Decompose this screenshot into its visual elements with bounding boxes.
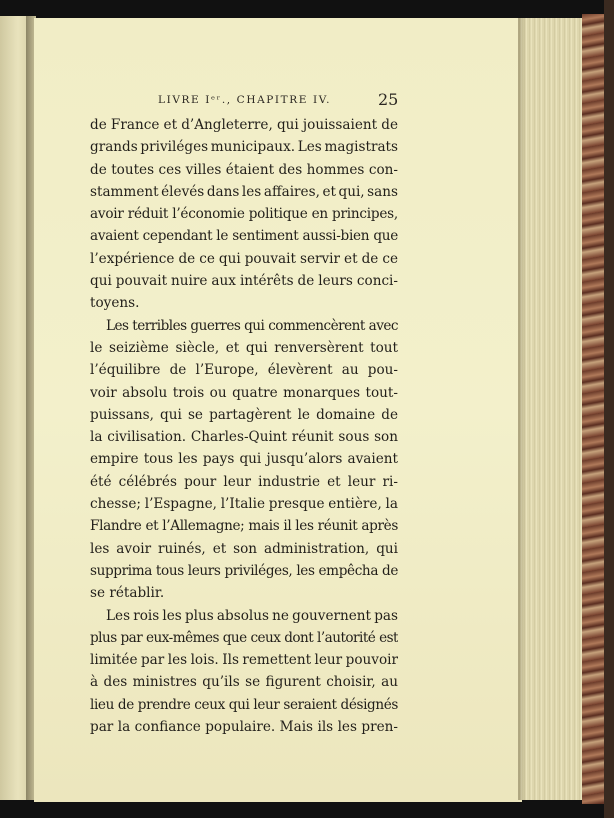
text-line: Les terribles guerres qui commencèrent avec bbox=[106, 317, 398, 334]
text-line: plus par eux-mêmes que ceux dont l’autorité est bbox=[90, 629, 398, 646]
text-line: se rétablir. bbox=[90, 585, 165, 602]
text-line: supprima tous leurs priviléges, les empêcha de bbox=[90, 562, 398, 579]
text-line: de France et d’Angleterre, qui jouissaient de bbox=[90, 117, 398, 133]
text-line: stamment élevés dans les affaires, et qui, sans bbox=[90, 183, 398, 200]
text-line: qui pouvait nuire aux intérêts de leurs conci- bbox=[90, 273, 398, 290]
text-line: Les rois les plus absolus ne gouvernent pas bbox=[106, 607, 398, 624]
page-header bbox=[158, 90, 398, 112]
text-line: grands priviléges municipaux. Les magistrats bbox=[90, 139, 398, 156]
text-line: la civilisation. Charles-Quint réunit sous son bbox=[90, 429, 398, 446]
text-line: été célébrés pour leur industrie et leur ri- bbox=[90, 473, 398, 490]
text-line: chesse; l’Espagne, l’Italie presque entière, la bbox=[90, 496, 398, 513]
running-head: LIVRE Iᵉʳ., CHAPITRE IV. bbox=[158, 94, 332, 106]
text-line: l’expérience de ce qui pouvait servir et de ce bbox=[90, 250, 398, 267]
text-line: Flandre et l’Allemagne; mais il les réunit après bbox=[90, 518, 398, 535]
text-line: limitée par les lois. Ils remettent leur pouvoir bbox=[90, 652, 398, 669]
text-line: de toutes ces villes étaient des hommes con- bbox=[90, 161, 398, 178]
page-edges bbox=[518, 18, 584, 800]
text-line: avaient cependant le sentiment aussi-bien que bbox=[90, 228, 398, 245]
text-line: empire tous les pays qui jusqu’alors avaient bbox=[90, 451, 398, 468]
page-number: 25 bbox=[378, 90, 399, 109]
text-line: avoir réduit l’économie politique en principes, bbox=[90, 206, 398, 223]
text-line: lieu de prendre ceux qui leur seraient désignés bbox=[90, 696, 398, 713]
page-shadow bbox=[518, 18, 526, 800]
text-line: à des ministres qu’ils se figurent choisir, au bbox=[90, 674, 398, 691]
text-line: par la confiance populaire. Mais ils les pren- bbox=[90, 719, 398, 736]
text-line: toyens. bbox=[90, 295, 140, 312]
text-line: le seizième siècle, et qui renversèrent tout bbox=[90, 339, 398, 356]
body-text bbox=[90, 114, 398, 738]
text-line: voir absolu trois ou quatre monarques tout- bbox=[90, 384, 398, 401]
marbled-cover bbox=[582, 14, 606, 804]
text-line: les avoir ruinés, et son administration, qui bbox=[90, 540, 398, 557]
text-line: puissans, qui se partagèrent le domaine de bbox=[90, 406, 398, 423]
book-binding bbox=[604, 0, 614, 818]
text-line: l’équilibre de l’Europe, élevèrent au pou- bbox=[90, 362, 398, 379]
